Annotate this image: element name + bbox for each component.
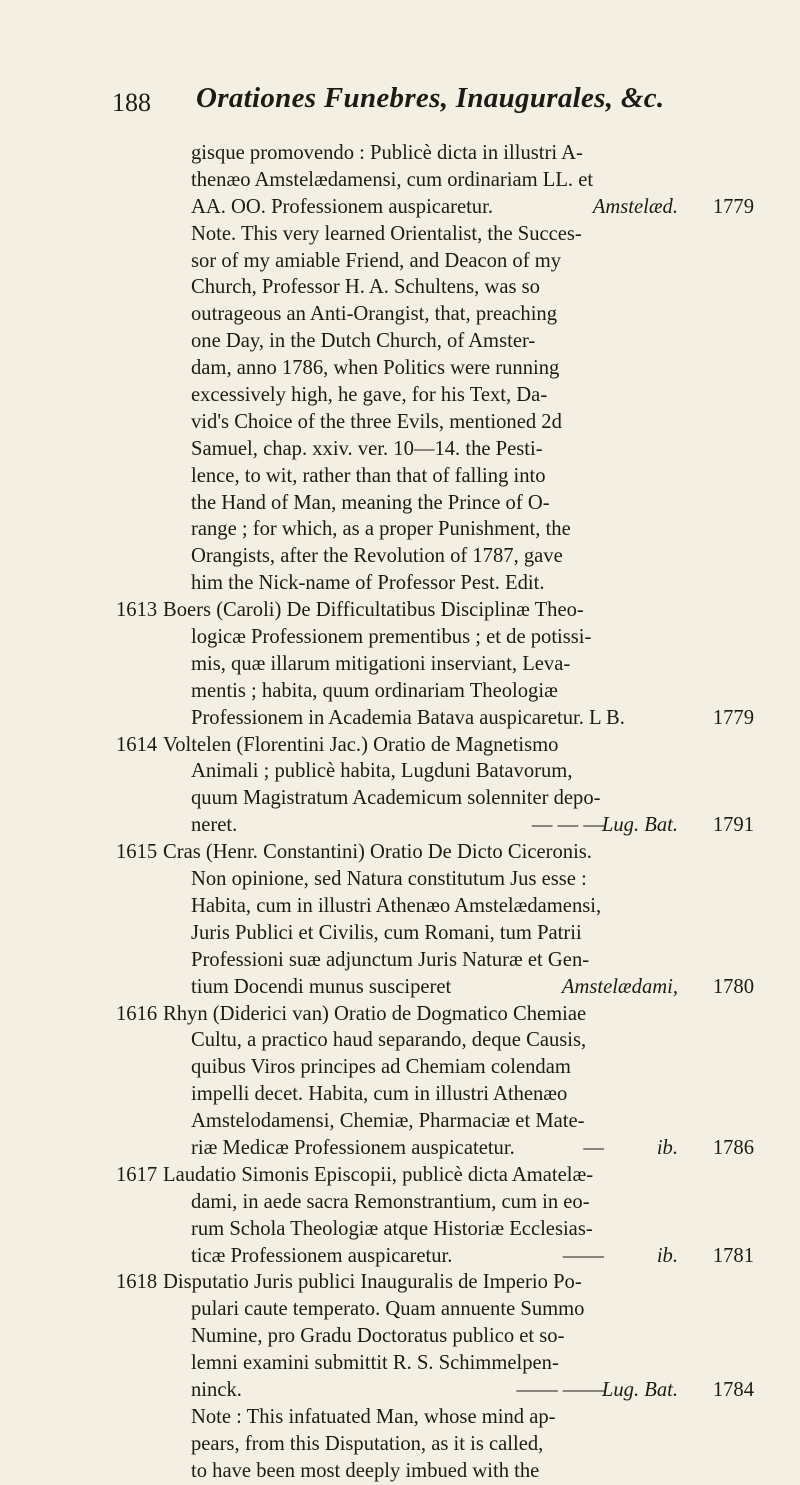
line-text: gisque promovendo : Publicè dicta in illustri A- — [191, 142, 583, 164]
line-text: ninck. — [191, 1378, 242, 1401]
text-line — [104, 1377, 754, 1404]
line-text: Juris Publici et Civilis, cum Romani, tum Patrii — [191, 921, 582, 944]
line-text: quibus Viros principes ad Chemiam colendam — [191, 1056, 571, 1079]
ditto-dash: —— — [562, 1244, 604, 1267]
line-text: riæ Medicæ Professionem auspicatetur. — [191, 1136, 515, 1159]
text-line — [104, 866, 754, 893]
text-line — [104, 355, 754, 382]
line-text: the Hand of Man, meaning the Prince of O- — [191, 491, 550, 514]
text-line — [104, 1350, 754, 1377]
text-line — [104, 1243, 754, 1270]
line-text: neret. — [191, 814, 238, 837]
line-text: Note : This infatuated Man, whose mind ap- — [191, 1405, 556, 1428]
line-text: thenæo Amstelædamensi, cum ordinariam LL. et — [191, 168, 594, 191]
publication-year: 1791 — [712, 814, 754, 837]
line-text: Professionem in Academia Batava auspicaretur. L B. — [191, 706, 625, 729]
entry-number: 1618 — [116, 1271, 158, 1294]
publication-year: 1779 — [712, 195, 754, 218]
line-text: Habita, cum in illustri Athenæo Amstelædamensi, — [191, 894, 602, 917]
line-text: lemni examini submittit R. S. Schimmelpen- — [191, 1352, 559, 1375]
line-text: Cultu, a practico haud separando, deque Causis, — [191, 1029, 587, 1052]
entry-number: 1616 — [116, 1002, 158, 1025]
line-text: sor of my amiable Friend, and Deacon of my — [191, 249, 562, 272]
line-text: range ; for which, as a proper Punishment, the — [191, 518, 571, 541]
line-text: Professioni suæ adjunctum Juris Naturæ et Gen- — [191, 948, 590, 971]
text-line — [104, 570, 754, 597]
entry-first-line — [104, 839, 754, 866]
text-line — [104, 1108, 754, 1135]
publication-place: Lug. Bat. — [601, 814, 678, 837]
entry-first-line — [104, 597, 754, 624]
text-line — [104, 490, 754, 517]
line-text: to have been most deeply imbued with the — [191, 1459, 540, 1482]
line-text: quum Magistratum Academicum solenniter depo- — [191, 787, 601, 810]
text-line — [104, 1431, 754, 1458]
entry-number: 1617 — [116, 1163, 158, 1186]
line-text: outrageous an Anti-Orangist, that, preaching — [191, 303, 558, 326]
line-text: one Day, in the Dutch Church, of Amster- — [191, 330, 536, 353]
line-text: Rhyn (Diderici van) Oratio de Dogmatico Chemiae — [163, 1002, 587, 1025]
text-line — [104, 624, 754, 651]
line-text: him the Nick-name of Professor Pest. Edit. — [191, 572, 545, 595]
text-line — [104, 436, 754, 463]
text-line — [104, 758, 754, 785]
line-text: logicæ Professionem prementibus ; et de potissi- — [191, 626, 592, 649]
text-line — [104, 1027, 754, 1054]
text-line — [104, 221, 754, 248]
text-line — [104, 194, 754, 221]
entry-first-line — [104, 1269, 754, 1296]
line-text: Church, Professor H. A. Schultens, was so — [191, 276, 540, 299]
line-text: tium Docendi munus susciperet — [191, 975, 452, 998]
text-line — [104, 543, 754, 570]
entry-first-line — [104, 1001, 754, 1028]
line-text: Numine, pro Gradu Doctoratus publico et so- — [191, 1325, 565, 1348]
entry-number: 1613 — [116, 599, 158, 622]
line-text: Disputatio Juris publici Inauguralis de Imperio Po- — [163, 1271, 582, 1294]
text-line — [104, 1458, 754, 1485]
text-line — [104, 1216, 754, 1243]
text-line — [104, 516, 754, 543]
text-line — [104, 705, 754, 732]
publication-year: 1780 — [712, 975, 754, 998]
line-text: Non opinione, sed Natura constitutum Jus esse : — [191, 868, 587, 891]
text-line — [104, 167, 754, 194]
line-text: pears, from this Disputation, as it is called, — [191, 1432, 544, 1455]
ditto-dash: —— —— — [516, 1378, 604, 1401]
line-text: Animali ; publicè habita, Lugduni Batavorum, — [191, 760, 573, 783]
running-title: Orationes Funebres, Inaugurales, &c. — [196, 82, 665, 114]
line-text: dami, in aede sacra Remonstrantium, cum in eo- — [191, 1190, 590, 1213]
text-line — [104, 1296, 754, 1323]
ditto-dash: — — [583, 1136, 604, 1159]
text-line — [104, 463, 754, 490]
page-number: 188 — [112, 88, 151, 117]
publication-year: 1781 — [712, 1244, 754, 1267]
line-text: Voltelen (Florentini Jac.) Oratio de Magnetismo — [163, 733, 559, 756]
publication-place: ib. — [656, 1136, 678, 1159]
text-line — [104, 248, 754, 275]
line-text: pulari caute temperato. Quam annuente Summo — [191, 1298, 585, 1321]
text-line — [104, 1135, 754, 1162]
publication-year: 1779 — [712, 706, 754, 729]
text-line — [104, 274, 754, 301]
publication-place: Amstelædami, — [561, 975, 678, 998]
publication-year: 1786 — [712, 1136, 754, 1159]
entry-first-line — [104, 1162, 754, 1189]
text-line — [104, 382, 754, 409]
text-line — [104, 785, 754, 812]
text-line — [104, 974, 754, 1001]
entry-first-line — [104, 732, 754, 759]
line-text: dam, anno 1786, when Politics were running — [191, 357, 560, 380]
text-line — [104, 1404, 754, 1431]
text-line — [104, 409, 754, 436]
text-line — [104, 1054, 754, 1081]
line-text: impelli decet. Habita, cum in illustri Athenæo — [191, 1083, 568, 1106]
line-text: Cras (Henr. Constantini) Oratio De Dicto Ciceronis. — [163, 841, 592, 864]
line-text: vid's Choice of the three Evils, mentioned 2d — [191, 410, 562, 433]
text-line — [104, 678, 754, 705]
line-text: Boers (Caroli) De Difficultatibus Disciplinæ Theo- — [163, 599, 584, 622]
publication-year: 1784 — [712, 1378, 754, 1401]
publication-place: Amstelæd. — [592, 195, 678, 218]
line-text: lence, to wit, rather than that of falling into — [191, 464, 546, 487]
ditto-dash: — — — — [531, 814, 604, 837]
text-line — [104, 812, 754, 839]
entry-number: 1615 — [116, 841, 158, 864]
publication-place: Lug. Bat. — [601, 1378, 678, 1401]
text-line — [104, 1323, 754, 1350]
text-line — [104, 920, 754, 947]
text-line — [104, 947, 754, 974]
entry-number: 1614 — [116, 733, 158, 756]
line-text: Laudatio Simonis Episcopii, publicè dicta Amatelæ- — [163, 1163, 594, 1186]
line-text: Note. This very learned Orientalist, the Succes- — [191, 222, 582, 245]
catalogue-body — [104, 140, 754, 1485]
text-line — [104, 1081, 754, 1108]
text-line — [104, 1189, 754, 1216]
text-line — [104, 301, 754, 328]
line-text: AA. OO. Professionem auspicaretur. — [191, 195, 493, 218]
text-line — [104, 893, 754, 920]
text-line — [104, 651, 754, 678]
running-header — [112, 82, 672, 126]
line-text: rum Schola Theologiæ atque Historiæ Ecclesias- — [191, 1217, 593, 1240]
line-text: Orangists, after the Revolution of 1787, gave — [191, 545, 563, 568]
line-text: Samuel, chap. xxiv. ver. 10—14. the Pesti- — [191, 437, 543, 460]
line-text: ticæ Professionem auspicaretur. — [191, 1244, 453, 1267]
line-text: mis, quæ illarum mitigationi inserviant, Leva- — [191, 652, 571, 675]
line-text: Amstelodamensi, Chemiæ, Pharmaciæ et Mate- — [191, 1110, 585, 1133]
line-text: mentis ; habita, quum ordinariam Theologiæ — [191, 679, 558, 702]
publication-place: ib. — [656, 1244, 678, 1267]
line-text: excessively high, he gave, for his Text, Da- — [191, 384, 548, 407]
text-line — [104, 328, 754, 355]
text-line — [104, 140, 754, 167]
